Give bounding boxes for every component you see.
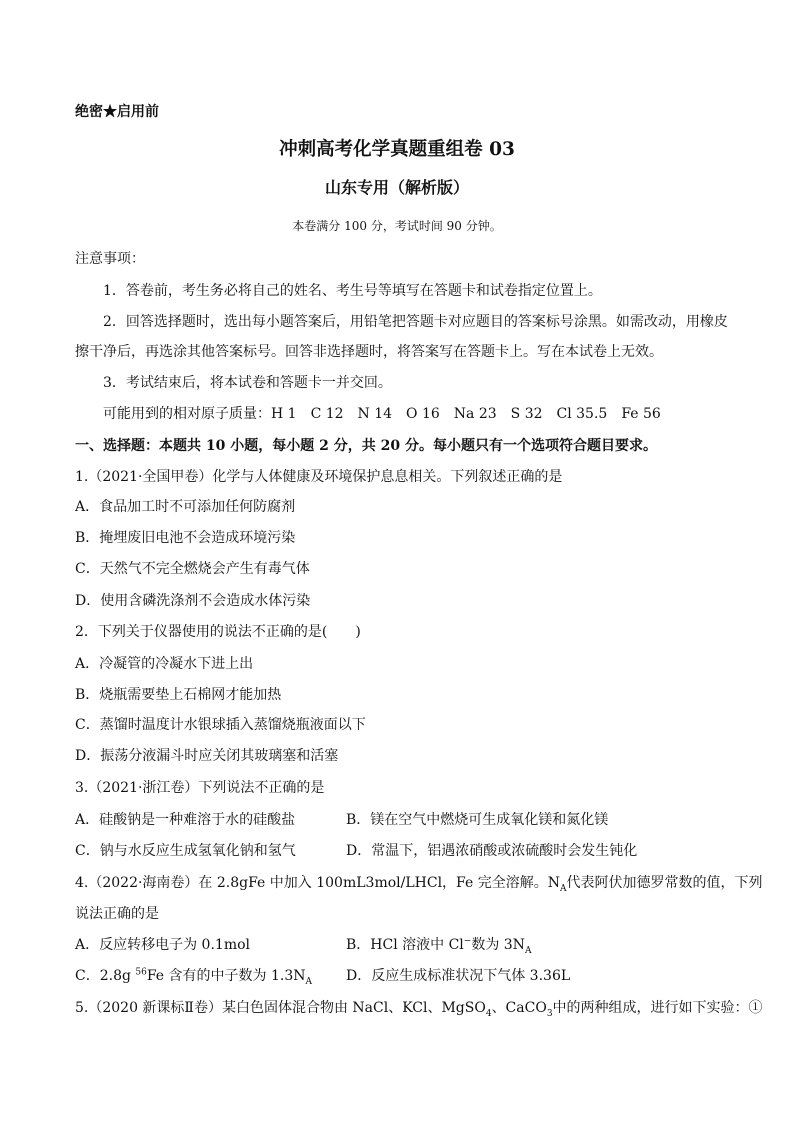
q1-option-c: C．天然气不完全燃烧会产生有毒气体 bbox=[75, 561, 310, 577]
exam-title: 冲刺高考化学真题重组卷 03 bbox=[279, 139, 515, 160]
notice-item-1: 1．答卷前，考生务必将自己的姓名、考生号等填写在答题卡和试卷指定位置上。 bbox=[103, 283, 602, 299]
q4-option-c-text: C．2.8g bbox=[75, 968, 136, 984]
exam-subtitle: 山东专用（解析版） bbox=[324, 178, 469, 197]
q1-option-b: B．掩埋废旧电池不会造成环境污染 bbox=[75, 530, 296, 546]
q3-option-c: C．钠与水反应生成氢氧化钠和氢气 bbox=[75, 843, 296, 859]
q3-stem: 3.（2021·浙江卷）下列说法不正确的是 bbox=[75, 780, 325, 796]
q4-stem-part2: 代表阿伏加德罗常数的值，下列 bbox=[566, 875, 763, 891]
q5-stem-part2: 、CaCO bbox=[491, 1000, 547, 1016]
q5-sub1: 4 bbox=[485, 1008, 492, 1019]
q4-option-c-text2: Fe 含有的中子数为 1.3N bbox=[146, 968, 306, 984]
q5-sub2: 3 bbox=[546, 1008, 553, 1019]
notice-item-2: 2．回答选择题时，选出每小题答案后，用铅笔把答题卡对应题目的答案标号涂黑。如需改动，用橡皮 bbox=[103, 314, 728, 330]
q4-option-c-sub: A bbox=[305, 976, 312, 987]
q4-stem-subscript: A bbox=[559, 883, 567, 894]
q2-option-c: C．蒸馏时温度计水银球插入蒸馏烧瓶液面以下 bbox=[75, 717, 366, 733]
q2-stem: 2．下列关于仪器使用的说法不正确的是( ) bbox=[75, 624, 361, 640]
q3-option-b: B．镁在空气中燃烧可生成氧化镁和氮化镁 bbox=[346, 812, 609, 828]
q4-stem-line2: 说法正确的是 bbox=[75, 906, 159, 922]
atomic-masses: 可能用到的相对原子质量：H 1 C 12 N 14 O 16 Na 23 S 32 Cl 35.5 Fe 56 bbox=[103, 406, 661, 422]
q4-option-d: D．反应生成标准状况下气体 3.36L bbox=[346, 968, 571, 984]
q2-option-b: B．烧瓶需要垫上石棉网才能加热 bbox=[75, 687, 282, 703]
q4-option-b-text2: 数为 3N bbox=[471, 937, 525, 953]
q4-option-b-text: B．HCl 溶液中 Cl bbox=[346, 937, 464, 953]
q4-option-b-sup: − bbox=[463, 936, 472, 947]
q1-option-d: D．使用含磷洗涤剂不会造成水体污染 bbox=[75, 593, 311, 609]
notice-heading: 注意事项： bbox=[75, 251, 145, 267]
q4-option-b bbox=[346, 936, 531, 954]
notice-item-2-cont: 擦干净后，再选涂其他答案标号。回答非选择题时，将答案写在答题卡上。写在本试卷上无效。 bbox=[75, 344, 663, 360]
q4-option-a: A．反应转移电子为 0.1mol bbox=[75, 937, 251, 953]
q4-option-c bbox=[75, 967, 312, 985]
notice-item-3: 3．考试结束后，将本试卷和答题卡一并交回。 bbox=[103, 375, 392, 391]
q4-stem bbox=[75, 874, 762, 892]
q2-option-d: D．振荡分液漏斗时应关闭其玻璃塞和活塞 bbox=[75, 748, 339, 764]
q4-stem-part1: 4.（2022·海南卷）在 2.8gFe 中加入 100mL3mol/LHCl，Fe 完全溶解。N bbox=[75, 875, 560, 891]
q4-option-c-sup: 56 bbox=[135, 967, 147, 978]
q2-option-a: A．冷凝管的冷凝水下进上出 bbox=[75, 656, 254, 672]
q4-option-b-sub: A bbox=[524, 945, 532, 956]
secret-mark: 绝密★启用前 bbox=[75, 104, 159, 120]
q3-option-a: A．硅酸钠是一种难溶于水的硅酸盐 bbox=[75, 812, 296, 828]
q1-stem: 1.（2021·全国甲卷）化学与人体健康及环境保护息息相关。下列叙述正确的是 bbox=[75, 469, 563, 485]
score-note: 本卷满分 100 分，考试时间 90 分钟。 bbox=[292, 219, 502, 233]
q5-stem-part3: 中的两种组成，进行如下实验：① bbox=[552, 1000, 763, 1016]
q1-option-a: A．食品加工时不可添加任何防腐剂 bbox=[75, 499, 296, 515]
q5-stem bbox=[75, 999, 763, 1017]
q5-stem-part1: 5.（2020 新课标Ⅱ卷）某白色固体混合物由 NaCl、KCl、MgSO bbox=[75, 1000, 486, 1016]
section-heading: 一、选择题：本题共 10 小题，每小题 2 分，共 20 分。每小题只有一个选项符合题目要求。 bbox=[75, 438, 657, 454]
q3-option-d: D．常温下，铝遇浓硝酸或浓硫酸时会发生钝化 bbox=[346, 843, 638, 859]
